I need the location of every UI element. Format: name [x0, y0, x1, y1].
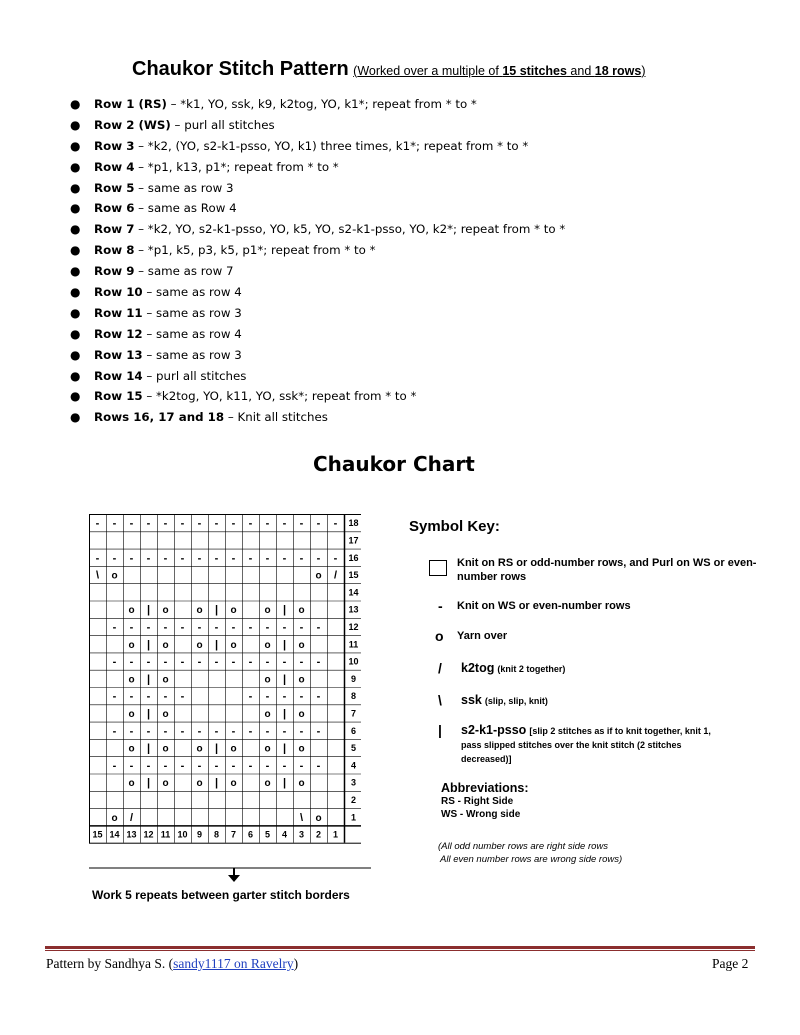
column-number-label: 10: [177, 829, 188, 840]
chart-cell-symbol: -: [112, 656, 117, 669]
row-text: – same as Row 4: [134, 201, 237, 216]
chart-cell-symbol: -: [112, 517, 117, 530]
chart-cell-symbol: -: [163, 621, 168, 634]
row-label: Rows 16, 17 and 18: [94, 410, 225, 425]
chart-cell-symbol: -: [214, 517, 219, 530]
chart-cell-symbol: |: [282, 638, 287, 651]
chart-cell-symbol: o: [264, 778, 271, 790]
footer-rule-thin: [45, 950, 755, 951]
symbol-key-title: Symbol Key:: [409, 518, 500, 535]
row-text: – same as row 3: [134, 180, 234, 195]
row-number-label: 5: [350, 743, 357, 754]
chart-cell-symbol: o: [128, 674, 135, 686]
chart-cell-symbol: o: [196, 778, 203, 790]
row-text: – *k2, (YO, s2-k1-psso, YO, k1) three times, k1*; repeat from * to *: [134, 138, 529, 153]
chart-cell-symbol: -: [333, 517, 338, 530]
row-instruction: [70, 282, 565, 303]
chart-cell-symbol: -: [180, 656, 185, 669]
row-number-label: 7: [350, 708, 357, 719]
chart-cell-symbol: -: [197, 656, 202, 669]
column-number-label: 11: [160, 829, 171, 840]
chart-cell-symbol: \: [299, 811, 304, 824]
key-item-text: ssk (slip, slip, knit): [461, 693, 548, 707]
key-item-text: Knit on RS or odd-number rows, and Purl on WS or even-number rows: [457, 557, 757, 583]
chart-cell-symbol: o: [162, 639, 169, 651]
chart-cell-symbol: -: [248, 725, 253, 738]
chart-cell-symbol: -: [282, 517, 287, 530]
chart-cell-symbol: -: [197, 725, 202, 738]
chart-cell-symbol: -: [316, 656, 321, 669]
chart-cell-symbol: o: [111, 570, 118, 582]
chart-cell-symbol: |: [282, 707, 287, 720]
chart-cell-symbol: -: [265, 621, 270, 634]
row-instruction: [70, 240, 565, 261]
backslash-icon: \: [438, 692, 442, 708]
row-label: Row 6: [94, 201, 135, 216]
row-label: Row 11: [94, 305, 143, 320]
key-item-text: Yarn over: [457, 630, 508, 642]
row-label: Row 13: [94, 347, 143, 362]
chart-cell-symbol: |: [214, 604, 219, 617]
bullet-icon: ●: [70, 97, 81, 111]
chart-cell-symbol: o: [128, 708, 135, 720]
bullet-icon: ●: [70, 180, 81, 195]
chart-cell-symbol: -: [299, 517, 304, 530]
key-item-text: Knit on WS or even-number rows: [457, 600, 631, 612]
chart-cell-symbol: -: [248, 621, 253, 634]
abbreviation-rs: RS - Right Side: [441, 796, 514, 807]
chart-cell-symbol: -: [248, 690, 253, 703]
chart-cell-symbol: o: [162, 674, 169, 686]
page-number: Page 2: [712, 956, 749, 971]
chart-cell-symbol: -: [231, 552, 236, 565]
chart-cell-symbol: -: [282, 621, 287, 634]
row-text: – same as row 3: [142, 305, 242, 320]
row-number-label: 1: [350, 812, 357, 823]
chart-cell-symbol: -: [214, 759, 219, 772]
abbreviation-ws: WS - Wrong side: [441, 809, 521, 820]
bullet-icon: ●: [70, 243, 81, 258]
chart-cell-symbol: -: [95, 552, 100, 565]
bullet-icon: ●: [70, 389, 81, 404]
row-instruction: [70, 324, 565, 345]
symbol-key: [409, 518, 757, 764]
row-instruction: [70, 178, 565, 199]
chart-cell-symbol: -: [146, 517, 151, 530]
column-number-label: 5: [264, 829, 271, 840]
row-text: – *k2tog, YO, k11, YO, ssk*; repeat from * to *: [142, 389, 417, 404]
chart-cell-symbol: -: [231, 759, 236, 772]
key-item-text: s2-k1-psso [slip 2 stitches as if to knit together, knit 1, pass slipped stitches over the knit stitch (2 stitches decreased)]: [461, 723, 711, 764]
chart-cell-symbol: -: [248, 552, 253, 565]
pattern-note: (Worked over a multiple of 15 stitches and 18 rows): [353, 64, 646, 78]
column-number-label: 13: [126, 829, 137, 840]
bullet-icon: ●: [70, 264, 81, 279]
row-number-label: 15: [348, 570, 359, 581]
chart-cell-symbol: -: [129, 656, 134, 669]
chart-cell-symbol: -: [299, 759, 304, 772]
chart-cell-symbol: -: [231, 621, 236, 634]
chart-cell-symbol: -: [163, 552, 168, 565]
chart-cell-symbol: o: [196, 743, 203, 755]
row-text: – *k1, YO, ssk, k9, k2tog, YO, k1*; repeat from * to *: [166, 97, 477, 111]
chart-cell-symbol: -: [146, 690, 151, 703]
column-number-label: 2: [315, 829, 322, 840]
empty-square-icon: [429, 560, 447, 576]
chart-cell-symbol: -: [197, 552, 202, 565]
chart-cell-symbol: -: [146, 621, 151, 634]
row-label: Row 12: [94, 326, 143, 341]
chart-cell-symbol: -: [231, 725, 236, 738]
chart-cell-symbol: o: [264, 605, 271, 617]
row-label: Row 15: [94, 389, 143, 404]
chart-cell-symbol: -: [214, 725, 219, 738]
chart-cell-symbol: |: [146, 673, 151, 686]
chart-cell-symbol: -: [265, 725, 270, 738]
row-instruction: [70, 94, 565, 115]
chart-cell-symbol: -: [248, 656, 253, 669]
chart-cell-symbol: o: [230, 605, 237, 617]
chart-cell-symbol: -: [129, 517, 134, 530]
chart-cell-symbol: o: [111, 812, 118, 824]
chart-cell-symbol: -: [231, 517, 236, 530]
row-number-label: 12: [348, 621, 359, 632]
row-text: – *k2, YO, s2-k1-psso, YO, k5, YO, s2-k1-psso, YO, k2*; repeat from * to *: [134, 222, 566, 237]
footer-rule: [45, 946, 755, 949]
column-number-label: 14: [109, 829, 120, 840]
abbreviations: [441, 782, 529, 821]
dash-icon: -: [438, 598, 443, 614]
chart-cell-symbol: -: [163, 656, 168, 669]
chart-cell-symbol: o: [315, 570, 322, 582]
bullet-icon: ●: [70, 326, 81, 341]
chart-cell-symbol: -: [231, 656, 236, 669]
odd-rows-note: (All odd number rows are right side rows: [438, 841, 609, 852]
bullet-icon: ●: [70, 117, 81, 132]
chart-cell-symbol: o: [298, 743, 305, 755]
chart-cell-symbol: o: [162, 605, 169, 617]
chart-cell-symbol: o: [230, 778, 237, 790]
chart-cell-symbol: \: [95, 569, 100, 582]
chart-cell-symbol: /: [129, 811, 134, 824]
bullet-icon: ●: [70, 347, 81, 362]
chart-cell-symbol: |: [214, 742, 219, 755]
row-instruction: [70, 386, 565, 407]
chart-cell-symbol: -: [282, 725, 287, 738]
column-number-label: 6: [247, 829, 254, 840]
chart-cell-symbol: -: [265, 517, 270, 530]
row-instruction: [70, 115, 565, 136]
row-label: Row 8: [94, 243, 135, 258]
chart-cell-symbol: |: [282, 742, 287, 755]
row-instruction: [70, 157, 565, 178]
chart-cell-symbol: -: [299, 656, 304, 669]
column-number-label: 3: [298, 829, 305, 840]
bullet-icon: ●: [70, 368, 81, 383]
chart-cell-symbol: -: [180, 759, 185, 772]
row-number-label: 9: [350, 673, 357, 684]
chart-cell-symbol: -: [180, 690, 185, 703]
row-text: – *p1, k5, p3, k5, p1*; repeat from * to *: [134, 243, 376, 258]
row-number-label: 13: [348, 604, 359, 615]
chart-cell-symbol: |: [146, 742, 151, 755]
column-number-label: 1: [332, 829, 339, 840]
pattern-title: Chaukor Stitch Pattern: [132, 58, 349, 80]
chart-cell-symbol: -: [180, 517, 185, 530]
chart-cell-symbol: -: [146, 759, 151, 772]
chart-cell-symbol: o: [298, 605, 305, 617]
row-number-label: 3: [350, 777, 357, 788]
chart-cell-symbol: -: [282, 656, 287, 669]
row-label: Row 1 (RS): [94, 97, 167, 111]
chart-cell-symbol: o: [128, 743, 135, 755]
chart-cell-symbol: -: [265, 690, 270, 703]
column-number-label: 7: [230, 829, 237, 840]
chart-cell-symbol: |: [282, 604, 287, 617]
repeat-arrow-icon: [89, 864, 371, 884]
row-number-label: 18: [348, 518, 359, 529]
chart-title: Chaukor Chart: [313, 452, 475, 476]
chart-cell-symbol: -: [129, 621, 134, 634]
chart-cell-symbol: o: [264, 639, 271, 651]
row-text: – same as row 3: [142, 347, 242, 362]
chart-cell-symbol: o: [230, 743, 237, 755]
chart-cell-symbol: -: [248, 517, 253, 530]
row-number-label: 8: [350, 691, 357, 702]
chart-cell-symbol: -: [180, 552, 185, 565]
chart-cell-symbol: -: [265, 552, 270, 565]
chart-cell-symbol: -: [146, 656, 151, 669]
row-text: – *p1, k13, p1*; repeat from * to *: [134, 159, 339, 174]
chart-cell-symbol: -: [129, 725, 134, 738]
row-text: – Knit all stitches: [224, 410, 328, 425]
chart-cell-symbol: -: [129, 759, 134, 772]
chart-cell-symbol: |: [214, 777, 219, 790]
chart-cell-symbol: -: [112, 690, 117, 703]
chart-cell-symbol: -: [265, 656, 270, 669]
chart-cell-symbol: o: [264, 743, 271, 755]
chart-cell-symbol: o: [298, 674, 305, 686]
chart-cell-symbol: -: [197, 517, 202, 530]
chart-cell-symbol: o: [196, 605, 203, 617]
row-label: Row 3: [94, 138, 135, 153]
chart-cell-symbol: -: [282, 552, 287, 565]
row-number-label: 2: [350, 794, 357, 805]
row-label: Row 10: [94, 285, 143, 300]
chart-cell-symbol: o: [315, 812, 322, 824]
row-number-label: 16: [348, 552, 359, 563]
chart-cell-symbol: o: [196, 639, 203, 651]
chart-cell-symbol: -: [248, 759, 253, 772]
chart-cell-symbol: |: [146, 777, 151, 790]
chart-cell-symbol: -: [163, 759, 168, 772]
row-number-label: 6: [350, 725, 357, 736]
chart-cell-symbol: -: [112, 725, 117, 738]
chart-cell-symbol: -: [316, 690, 321, 703]
chart-cell-symbol: -: [282, 759, 287, 772]
chart-cell-symbol: -: [316, 621, 321, 634]
chart-cell-symbol: -: [316, 517, 321, 530]
chart-cell-symbol: -: [129, 690, 134, 703]
row-side-note: [438, 840, 622, 866]
chart-cell-symbol: -: [265, 759, 270, 772]
chart-cell-symbol: o: [264, 674, 271, 686]
row-text: – same as row 7: [134, 264, 234, 279]
column-number-label: 4: [281, 829, 288, 840]
row-label: Row 9: [94, 264, 135, 279]
chart-cell-symbol: -: [163, 517, 168, 530]
chart-cell-symbol: -: [214, 656, 219, 669]
abbreviations-title: Abbreviations:: [441, 781, 529, 795]
chart-cell-symbol: -: [299, 690, 304, 703]
row-number-label: 14: [348, 587, 359, 598]
row-instruction: [70, 345, 565, 366]
even-rows-note: All even number rows are wrong side rows): [440, 854, 623, 865]
chart-cell-symbol: -: [214, 621, 219, 634]
row-number-label: 17: [348, 535, 359, 546]
row-text: – same as row 4: [142, 285, 242, 300]
row-instructions-list: [70, 94, 565, 428]
chart-cell-symbol: -: [129, 552, 134, 565]
bullet-icon: ●: [70, 222, 81, 237]
chart-cell-symbol: -: [180, 725, 185, 738]
chart-cell-symbol: o: [298, 778, 305, 790]
chart-cell-symbol: -: [112, 552, 117, 565]
chart-cell-symbol: -: [197, 759, 202, 772]
work-repeats-label: Work 5 repeats between garter stitch borders: [92, 888, 350, 902]
row-text: – purl all stitches: [142, 368, 247, 383]
chart-cell-symbol: |: [146, 638, 151, 651]
chart-cell-symbol: o: [264, 708, 271, 720]
bullet-icon: ●: [70, 305, 81, 320]
chart-cell-symbol: |: [282, 673, 287, 686]
row-number-label: 10: [348, 656, 359, 667]
chart-cell-symbol: -: [163, 690, 168, 703]
chart-cell-symbol: o: [162, 778, 169, 790]
column-number-label: 12: [143, 829, 154, 840]
chart-cell-symbol: -: [299, 621, 304, 634]
row-instruction: [70, 303, 565, 324]
bullet-icon: ●: [70, 201, 81, 216]
chart-cell-symbol: -: [316, 552, 321, 565]
chart-cell-symbol: o: [162, 743, 169, 755]
chart-cell-symbol: -: [112, 759, 117, 772]
chart-cell-symbol: -: [282, 690, 287, 703]
row-instruction: [70, 261, 565, 282]
chart-cell-symbol: -: [299, 552, 304, 565]
chaukor-chart-grid: [89, 514, 361, 858]
chart-cell-symbol: |: [146, 707, 151, 720]
column-number-label: 9: [196, 829, 203, 840]
row-instruction: [70, 407, 565, 428]
key-item-text: k2tog (knit 2 together): [461, 661, 566, 675]
chart-cell-symbol: o: [230, 639, 237, 651]
row-instruction: [70, 366, 565, 387]
chart-cell-symbol: o: [128, 605, 135, 617]
row-instruction: [70, 219, 565, 240]
row-instruction: [70, 198, 565, 219]
chart-cell-symbol: -: [214, 552, 219, 565]
row-instruction: [70, 136, 565, 157]
row-text: – same as row 4: [142, 326, 242, 341]
row-label: Row 14: [94, 368, 143, 383]
chart-cell-symbol: o: [128, 639, 135, 651]
bullet-icon: ●: [70, 159, 81, 174]
vertical-bar-icon: |: [438, 722, 442, 738]
chart-cell-symbol: -: [163, 725, 168, 738]
chart-cell-symbol: |: [146, 604, 151, 617]
bullet-icon: ●: [70, 138, 81, 153]
chart-cell-symbol: -: [146, 725, 151, 738]
bullet-icon: ●: [70, 410, 81, 425]
chart-cell-symbol: o: [162, 708, 169, 720]
chart-cell-symbol: -: [180, 621, 185, 634]
chart-cell-symbol: o: [298, 639, 305, 651]
chart-cell-symbol: -: [316, 759, 321, 772]
chart-cell-symbol: -: [146, 552, 151, 565]
row-number-label: 11: [348, 639, 359, 650]
circle-icon: o: [435, 628, 444, 644]
chart-cell-symbol: |: [214, 638, 219, 651]
chart-cell-symbol: -: [197, 621, 202, 634]
row-label: Row 4: [94, 159, 135, 174]
chart-cell-symbol: -: [316, 725, 321, 738]
chart-cell-symbol: |: [282, 777, 287, 790]
ravelry-link[interactable]: sandy1117 on Ravelry: [173, 956, 294, 971]
footer-credit: Pattern by Sandhya S. (sandy1117 on Ravelry): [46, 956, 299, 971]
chart-cell-symbol: o: [298, 708, 305, 720]
row-label: Row 2 (WS): [94, 117, 171, 132]
chart-cell-symbol: /: [333, 569, 338, 582]
column-number-label: 8: [213, 829, 220, 840]
page-title-line: [132, 58, 645, 81]
row-label: Row 5: [94, 180, 135, 195]
row-text: – purl all stitches: [170, 117, 275, 132]
slash-icon: /: [438, 660, 442, 676]
row-label: Row 7: [94, 222, 135, 237]
row-number-label: 4: [350, 760, 357, 771]
chart-cell-symbol: -: [333, 552, 338, 565]
chart-cell-symbol: -: [95, 517, 100, 530]
bullet-icon: ●: [70, 285, 81, 300]
chart-cell-symbol: -: [299, 725, 304, 738]
chart-cell-symbol: -: [112, 621, 117, 634]
column-number-label: 15: [92, 829, 103, 840]
chart-cell-symbol: o: [128, 778, 135, 790]
